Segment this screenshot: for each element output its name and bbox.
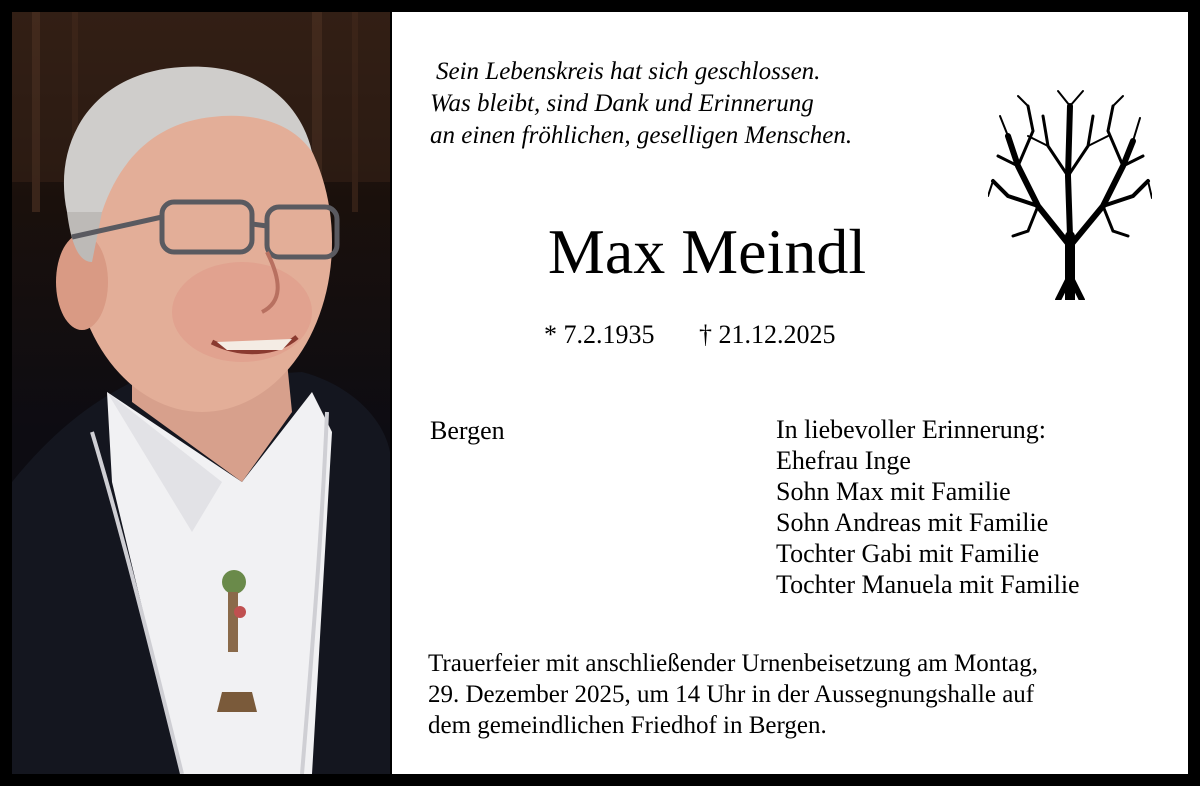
life-dates bbox=[544, 317, 836, 353]
notice-line: 29. Dezember 2025, um 14 Uhr in der Aussegnungshalle auf bbox=[428, 681, 1035, 708]
motto-line: an einen fröhlichen, geselligen Menschen. bbox=[430, 122, 853, 149]
mourner-item: Sohn Max mit Familie bbox=[776, 477, 1011, 506]
mourner-item: Ehefrau Inge bbox=[776, 446, 911, 475]
motto-line: Sein Lebenskreis hat sich geschlossen. bbox=[436, 58, 821, 85]
residence-place: Bergen bbox=[430, 416, 505, 445]
notice-line: Trauerfeier mit anschließender Urnenbeisetzung am Montag, bbox=[428, 650, 1038, 677]
mourner-item: Sohn Andreas mit Familie bbox=[776, 508, 1049, 537]
motto-line: Was bleibt, sind Dank und Erinnerung bbox=[430, 90, 814, 117]
notice-line: dem gemeindlichen Friedhof in Bergen. bbox=[428, 712, 827, 739]
death-date: † 21.12.2025 bbox=[699, 320, 836, 349]
motto-verse bbox=[430, 56, 970, 152]
mourners-heading: In liebevoller Erinnerung: bbox=[776, 415, 1047, 444]
mourner-item: Tochter Gabi mit Familie bbox=[776, 539, 1040, 568]
funeral-notice bbox=[428, 648, 1168, 741]
portrait-photo bbox=[12, 12, 390, 774]
portrait-illustration bbox=[12, 12, 390, 774]
obituary-text-panel bbox=[392, 12, 1188, 774]
deceased-name: Max Meindl bbox=[547, 216, 867, 287]
mourners-list bbox=[776, 414, 1080, 600]
mourner-item: Tochter Manuela mit Familie bbox=[776, 570, 1080, 599]
birth-date: * 7.2.1935 bbox=[544, 320, 655, 349]
